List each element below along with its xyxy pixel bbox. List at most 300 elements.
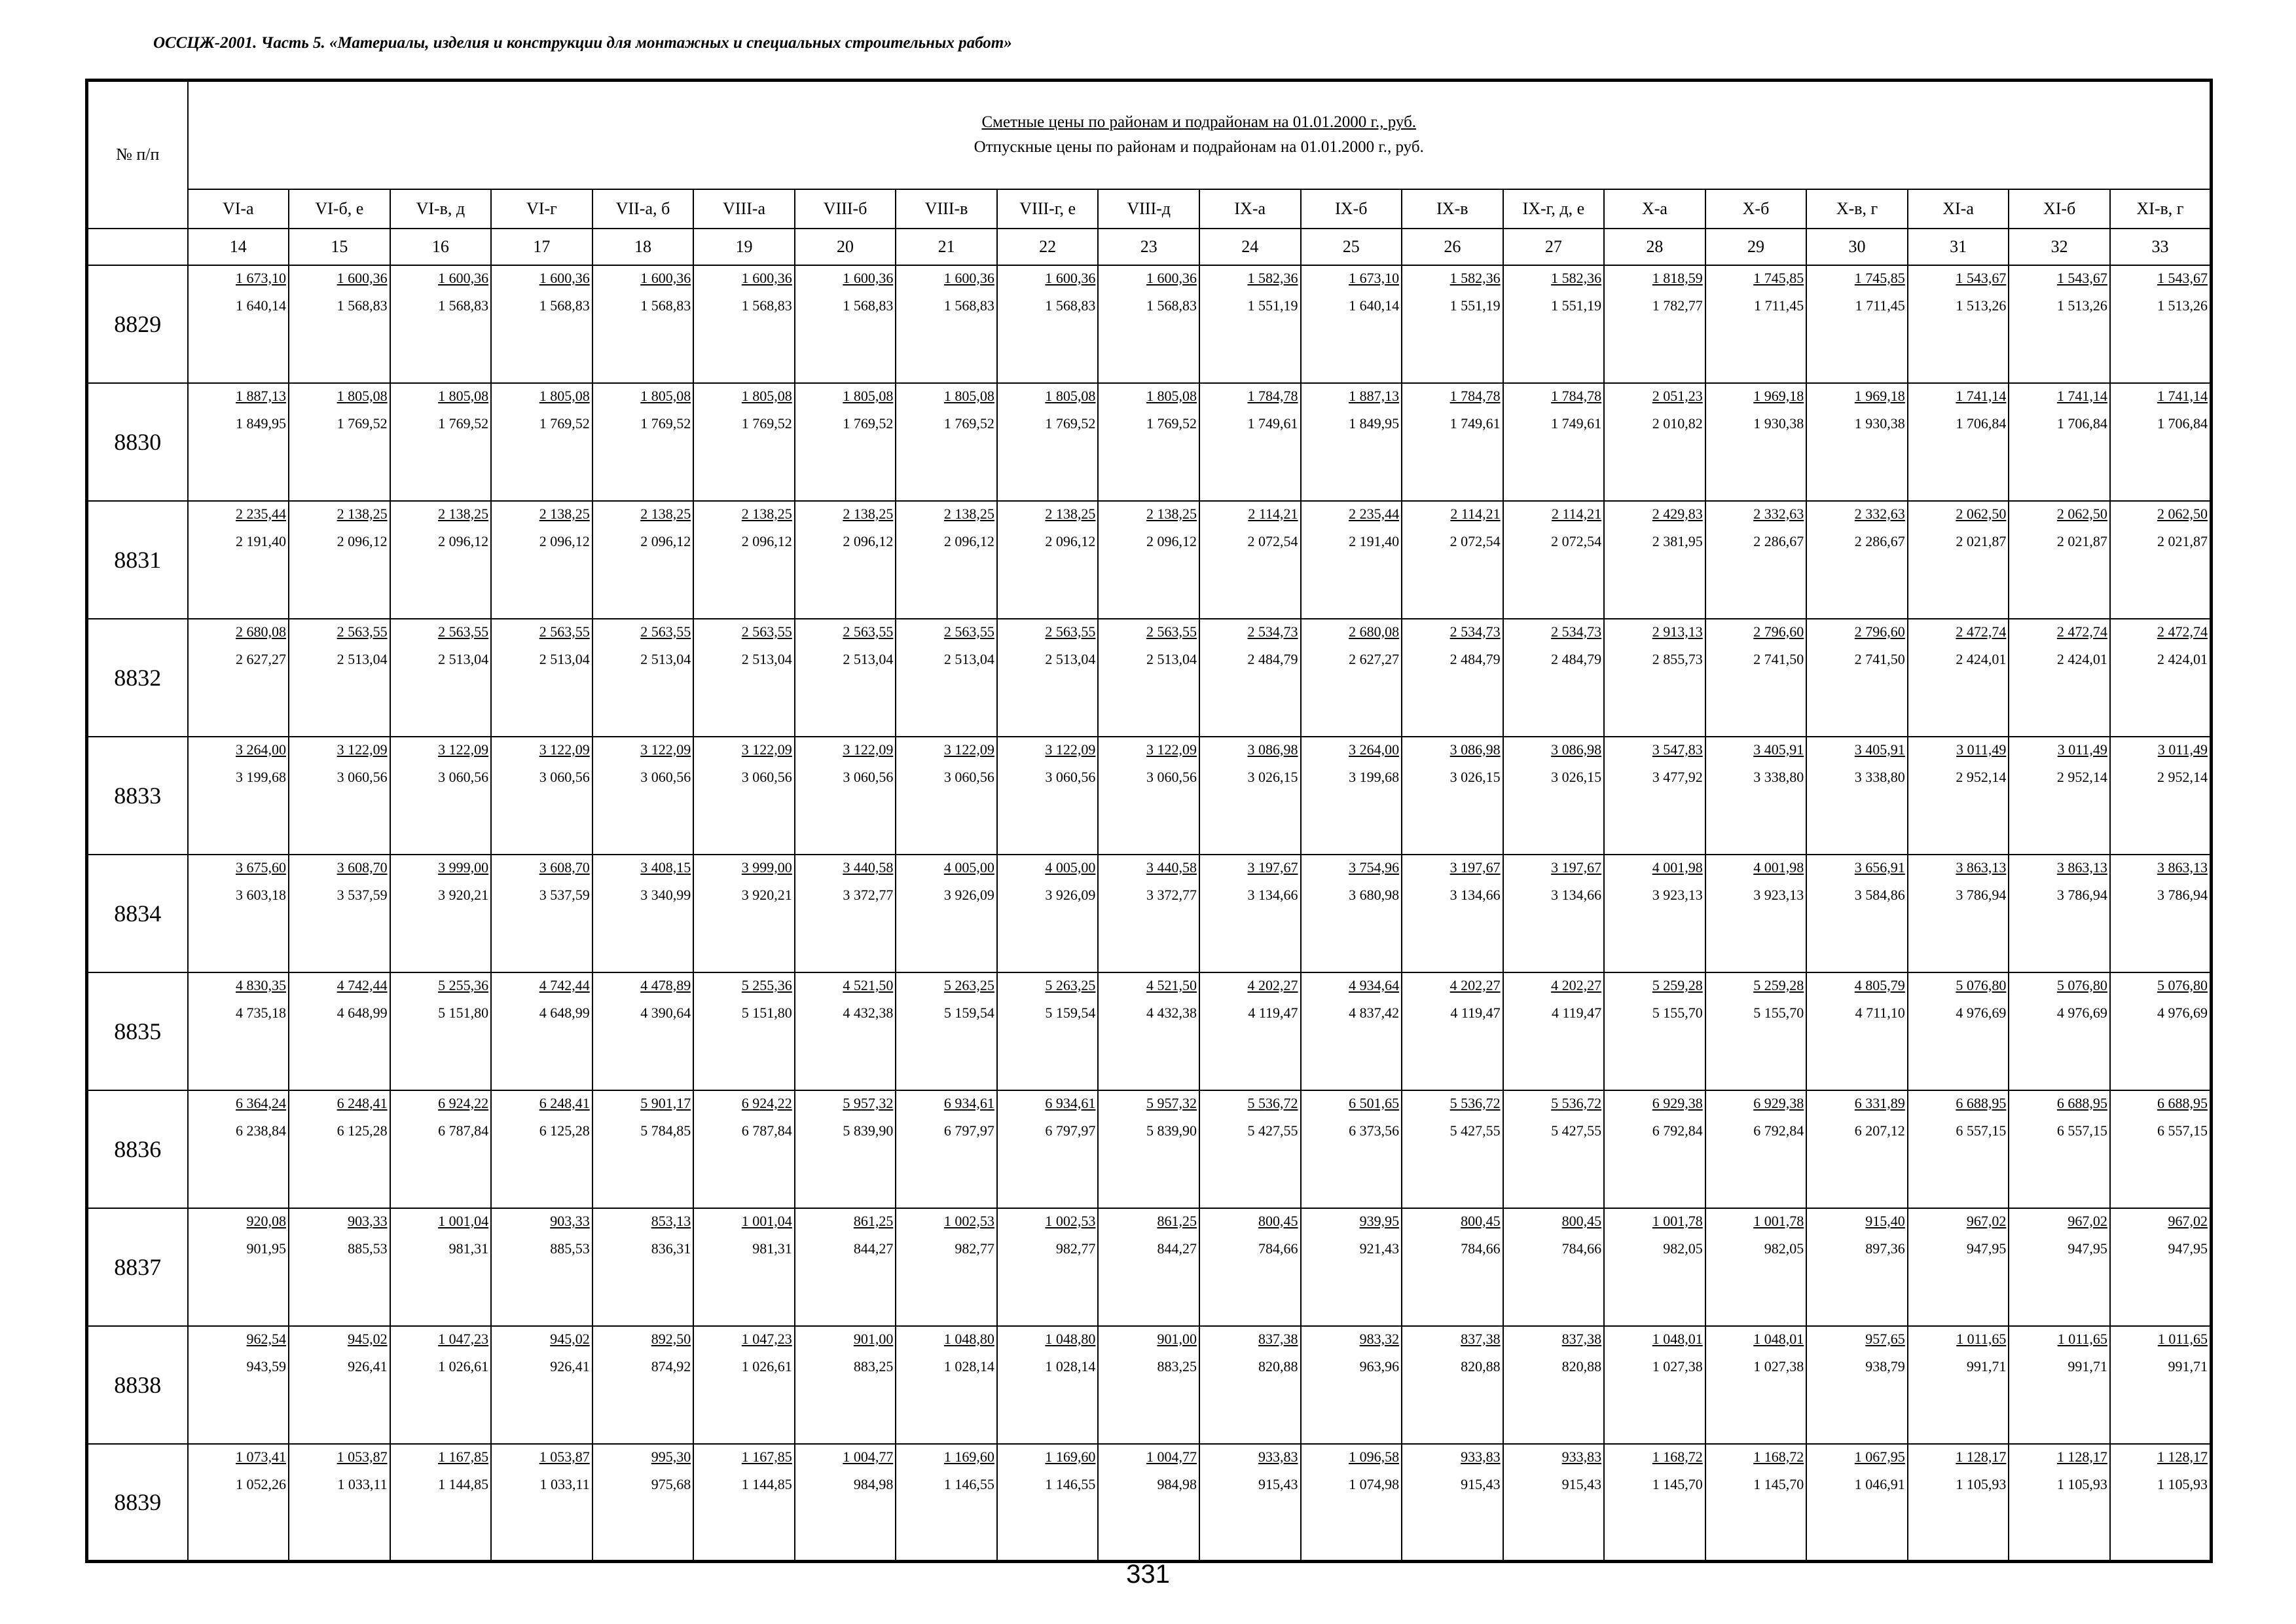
column-number: 14 (188, 229, 289, 265)
estimated-price: 3 122,09 (640, 741, 691, 758)
estimated-price: 1 784,78 (1449, 387, 1501, 404)
price-cell (1908, 737, 2009, 855)
column-number: 28 (1604, 229, 1705, 265)
estimated-price: 1 053,87 (539, 1448, 590, 1465)
price-cell (1402, 737, 1503, 855)
price-cell (2110, 619, 2212, 737)
price-cell (795, 501, 896, 619)
price-cell (1402, 501, 1503, 619)
release-price: 4 119,47 (1248, 1004, 1298, 1021)
release-price: 2 513,04 (741, 650, 792, 667)
release-price: 4 837,42 (1349, 1004, 1400, 1021)
price-cell (1908, 1208, 2009, 1326)
estimated-price: 920,08 (246, 1212, 287, 1229)
price-cell (896, 619, 997, 737)
release-price: 4 711,10 (1855, 1004, 1905, 1021)
price-cell (2110, 1090, 2212, 1208)
price-cell (491, 619, 592, 737)
price-cell (1908, 265, 2009, 383)
release-price: 943,59 (246, 1357, 287, 1375)
release-price: 982,77 (955, 1240, 994, 1257)
price-cell (1402, 265, 1503, 383)
release-price: 4 119,47 (1450, 1004, 1501, 1021)
release-price: 2 191,40 (1349, 532, 1400, 549)
price-cell (592, 619, 694, 737)
release-price: 1 026,61 (438, 1357, 489, 1375)
release-price: 2 513,04 (943, 650, 994, 667)
estimated-price: 2 332,63 (1854, 505, 1905, 522)
release-price: 3 537,59 (337, 886, 388, 903)
release-price: 820,88 (1561, 1357, 1602, 1375)
release-price: 1 782,77 (1652, 297, 1703, 314)
estimated-price: 1 001,78 (1753, 1212, 1804, 1229)
release-price: 3 786,94 (1956, 886, 2007, 903)
estimated-price: 1 004,77 (1146, 1448, 1197, 1465)
release-price: 1 849,95 (1349, 415, 1400, 432)
estimated-price: 933,83 (1461, 1448, 1501, 1465)
price-cell (693, 1090, 795, 1208)
estimated-price: 6 688,95 (2056, 1094, 2107, 1111)
estimated-price: 1 011,65 (2157, 1330, 2208, 1347)
estimated-price: 1 673,10 (1349, 269, 1400, 286)
release-price: 915,43 (1258, 1475, 1298, 1492)
estimated-price: 2 563,55 (1146, 623, 1197, 640)
estimated-price: 4 001,98 (1753, 858, 1804, 876)
release-price: 2 021,87 (2056, 532, 2107, 549)
release-price: 2 072,54 (1449, 532, 1501, 549)
release-price: 5 839,90 (1146, 1122, 1197, 1139)
release-price: 1 849,95 (236, 415, 287, 432)
estimated-price: 3 011,49 (1956, 741, 2007, 758)
release-price: 3 199,68 (236, 768, 287, 785)
release-price: 1 706,84 (2157, 415, 2208, 432)
estimated-price: 5 263,25 (943, 976, 994, 993)
estimated-price: 2 332,63 (1753, 505, 1804, 522)
release-price: 2 424,01 (2056, 650, 2107, 667)
estimated-price: 1 600,36 (1045, 269, 1096, 286)
price-cell (390, 1326, 492, 1444)
column-number: 15 (289, 229, 390, 265)
release-price: 1 769,52 (438, 415, 489, 432)
release-price: 3 338,80 (1753, 768, 1804, 785)
estimated-price: 1 805,08 (640, 387, 691, 404)
estimated-price: 4 478,89 (640, 976, 691, 993)
release-price: 1 769,52 (539, 415, 590, 432)
estimated-price: 3 197,67 (1247, 858, 1298, 876)
estimated-price: 3 122,09 (741, 741, 792, 758)
estimated-price: 2 796,60 (1753, 623, 1804, 640)
estimated-price: 1 582,36 (1247, 269, 1298, 286)
region-header-row (87, 189, 2212, 229)
price-cell (1301, 1326, 1402, 1444)
estimated-price: 939,95 (1359, 1212, 1400, 1229)
price-cell (390, 1444, 492, 1562)
region-header: IX-а (1199, 189, 1301, 229)
price-cell (1503, 501, 1605, 619)
price-cell (997, 619, 1099, 737)
estimated-price: 1 073,41 (236, 1448, 287, 1465)
price-cell (896, 265, 997, 383)
price-cell (1503, 855, 1605, 972)
release-price: 1 568,83 (337, 297, 388, 314)
price-cell (390, 619, 492, 737)
estimated-price: 3 011,49 (2157, 741, 2208, 758)
region-header: XI-в, г (2110, 189, 2212, 229)
estimated-price: 1 805,08 (943, 387, 994, 404)
title-estimated-prices: Сметные цены по районам и подрайонам на 01.01.2000 г., руб. (981, 113, 1417, 132)
release-price: 844,27 (853, 1240, 894, 1257)
np-header: № п/п (87, 81, 188, 229)
release-price: 1 551,19 (1551, 297, 1602, 314)
estimated-price: 1 167,85 (741, 1448, 792, 1465)
release-price: 844,27 (1157, 1240, 1197, 1257)
release-price: 1 105,93 (2157, 1475, 2208, 1492)
estimated-price: 2 138,25 (1045, 505, 1096, 522)
estimated-price: 5 263,25 (1045, 976, 1096, 993)
estimated-price: 3 122,09 (438, 741, 489, 758)
release-price: 2 952,14 (2157, 768, 2208, 785)
release-price: 3 372,77 (1146, 886, 1197, 903)
estimated-price: 6 924,22 (438, 1094, 489, 1111)
column-number: 26 (1402, 229, 1503, 265)
estimated-price: 967,02 (1966, 1212, 2007, 1229)
price-cell (795, 265, 896, 383)
estimated-price: 1 805,08 (1146, 387, 1197, 404)
price-cell (693, 501, 795, 619)
estimated-price: 1 805,08 (843, 387, 894, 404)
column-number: 23 (1098, 229, 1199, 265)
release-price: 1 769,52 (1045, 415, 1096, 432)
estimated-price: 1 128,17 (1956, 1448, 2007, 1465)
price-cell (188, 1208, 289, 1326)
estimated-price: 2 062,50 (2056, 505, 2107, 522)
estimated-price: 6 929,38 (1753, 1094, 1804, 1111)
price-cell (289, 972, 390, 1090)
estimated-price: 1 169,60 (1045, 1448, 1096, 1465)
release-price: 1 711,45 (1855, 297, 1905, 314)
price-cell (491, 1326, 592, 1444)
price-cell (188, 737, 289, 855)
row-code: 8831 (87, 501, 188, 619)
release-price: 1 105,93 (1956, 1475, 2007, 1492)
row-code: 8829 (87, 265, 188, 383)
price-cell (693, 619, 795, 737)
price-cell (1604, 737, 1705, 855)
region-header: X-в, г (1806, 189, 1908, 229)
estimated-price: 1 600,36 (1146, 269, 1197, 286)
estimated-price: 837,38 (1461, 1330, 1501, 1347)
estimated-price: 853,13 (651, 1212, 691, 1229)
estimated-price: 837,38 (1258, 1330, 1298, 1347)
price-cell (592, 1444, 694, 1562)
release-price: 3 920,21 (741, 886, 792, 903)
release-price: 874,92 (651, 1357, 691, 1375)
price-cell (2009, 737, 2110, 855)
row-code: 8830 (87, 383, 188, 501)
price-cell (1604, 1208, 1705, 1326)
estimated-price: 1 048,80 (1045, 1330, 1096, 1347)
estimated-price: 1 001,04 (438, 1212, 489, 1229)
price-cell (491, 501, 592, 619)
estimated-price: 2 138,25 (539, 505, 590, 522)
price-cell (997, 383, 1099, 501)
estimated-price: 2 235,44 (236, 505, 287, 522)
price-cell (1301, 972, 1402, 1090)
estimated-price: 1 047,23 (741, 1330, 792, 1347)
release-price: 883,25 (853, 1357, 894, 1375)
region-header: IX-б (1301, 189, 1402, 229)
release-price: 926,41 (348, 1357, 388, 1375)
estimated-price: 3 122,09 (1146, 741, 1197, 758)
price-cell (188, 265, 289, 383)
price-cell (390, 383, 492, 501)
column-number: 27 (1503, 229, 1605, 265)
release-price: 1 706,84 (2056, 415, 2107, 432)
column-number: 16 (390, 229, 492, 265)
release-price: 1 568,83 (843, 297, 894, 314)
price-cell (2110, 1208, 2212, 1326)
price-cell (1604, 1444, 1705, 1562)
release-price: 784,66 (1561, 1240, 1602, 1257)
estimated-price: 2 563,55 (438, 623, 489, 640)
release-price: 6 557,15 (2056, 1122, 2107, 1139)
estimated-price: 1 745,85 (1753, 269, 1804, 286)
estimated-price: 1 048,01 (1753, 1330, 1804, 1347)
price-cell (592, 972, 694, 1090)
price-cell (1098, 265, 1199, 383)
price-cell (1806, 383, 1908, 501)
price-cell (1806, 1208, 1908, 1326)
release-price: 2 513,04 (337, 650, 388, 667)
release-price: 1 640,14 (236, 297, 287, 314)
estimated-price: 1 001,04 (741, 1212, 792, 1229)
price-cell (1199, 1326, 1301, 1444)
price-cell (592, 265, 694, 383)
column-number: 21 (896, 229, 997, 265)
estimated-price: 2 138,25 (1146, 505, 1197, 522)
release-price: 1 551,19 (1247, 297, 1298, 314)
np-number-cell (87, 229, 188, 265)
row-code: 8839 (87, 1444, 188, 1562)
release-price: 981,31 (752, 1240, 792, 1257)
estimated-price: 2 563,55 (337, 623, 388, 640)
release-price: 915,43 (1561, 1475, 1602, 1492)
table-title (188, 81, 2212, 189)
release-price: 2 627,27 (236, 650, 287, 667)
table-row (87, 737, 2212, 855)
estimated-price: 4 742,44 (539, 976, 590, 993)
price-cell (1604, 855, 1705, 972)
price-cell (1806, 265, 1908, 383)
price-cell (2009, 1090, 2110, 1208)
release-price: 2 741,50 (1753, 650, 1804, 667)
price-cell (2110, 1326, 2212, 1444)
price-cell (188, 1444, 289, 1562)
estimated-price: 800,45 (1561, 1212, 1602, 1229)
price-cell (491, 1444, 592, 1562)
price-cell (188, 501, 289, 619)
price-cell (1705, 855, 1807, 972)
estimated-price: 3 086,98 (1551, 741, 1602, 758)
price-cell (2009, 265, 2110, 383)
estimated-price: 6 331,89 (1854, 1094, 1905, 1111)
release-price: 4 976,69 (2157, 1004, 2208, 1021)
release-price: 1 146,55 (943, 1475, 994, 1492)
estimated-price: 1 543,67 (2056, 269, 2107, 286)
estimated-price: 1 168,72 (1753, 1448, 1804, 1465)
release-price: 5 784,85 (640, 1122, 691, 1139)
estimated-price: 6 364,24 (236, 1094, 287, 1111)
release-price: 5 151,80 (438, 1004, 489, 1021)
release-price: 2 096,12 (337, 532, 388, 549)
estimated-price: 2 138,25 (337, 505, 388, 522)
release-price: 2 072,54 (1551, 532, 1602, 549)
price-cell (1705, 501, 1807, 619)
price-cell (1301, 855, 1402, 972)
release-price: 3 786,94 (2157, 886, 2208, 903)
release-price: 5 159,54 (943, 1004, 994, 1021)
price-cell (390, 265, 492, 383)
estimated-price: 915,40 (1865, 1212, 1905, 1229)
estimated-price: 1 969,18 (1753, 387, 1804, 404)
column-number: 32 (2009, 229, 2110, 265)
estimated-price: 3 264,00 (236, 741, 287, 758)
price-cell (693, 855, 795, 972)
region-header: VII-а, б (592, 189, 694, 229)
row-code: 8834 (87, 855, 188, 972)
estimated-price: 4 830,35 (236, 976, 287, 993)
estimated-price: 1 805,08 (337, 387, 388, 404)
price-cell (997, 737, 1099, 855)
release-price: 1 769,52 (843, 415, 894, 432)
estimated-price: 2 051,23 (1652, 387, 1703, 404)
table-row (87, 1090, 2212, 1208)
release-price: 1 028,14 (943, 1357, 994, 1375)
price-cell (1503, 972, 1605, 1090)
price-cell (896, 1208, 997, 1326)
release-price: 1 027,38 (1652, 1357, 1703, 1375)
release-price: 982,05 (1764, 1240, 1804, 1257)
estimated-price: 5 957,32 (843, 1094, 894, 1111)
row-code: 8837 (87, 1208, 188, 1326)
column-number: 24 (1199, 229, 1301, 265)
price-cell (1503, 1326, 1605, 1444)
release-price: 2 191,40 (236, 532, 287, 549)
release-price: 1 568,83 (741, 297, 792, 314)
estimated-price: 837,38 (1561, 1330, 1602, 1347)
estimated-price: 1 887,13 (236, 387, 287, 404)
release-price: 1 105,93 (2056, 1475, 2107, 1492)
estimated-price: 2 563,55 (943, 623, 994, 640)
estimated-price: 4 742,44 (337, 976, 388, 993)
column-number: 19 (693, 229, 795, 265)
column-number: 25 (1301, 229, 1402, 265)
release-price: 938,79 (1865, 1357, 1905, 1375)
release-price: 2 513,04 (438, 650, 489, 667)
release-price: 3 338,80 (1854, 768, 1905, 785)
estimated-price: 1 582,36 (1551, 269, 1602, 286)
release-price: 3 134,66 (1551, 886, 1602, 903)
estimated-price: 6 501,65 (1349, 1094, 1400, 1111)
price-cell (592, 737, 694, 855)
price-cell (997, 972, 1099, 1090)
price-cell (2009, 1444, 2110, 1562)
estimated-price: 861,25 (853, 1212, 894, 1229)
estimated-price: 2 680,08 (1349, 623, 1400, 640)
release-price: 5 159,54 (1045, 1004, 1096, 1021)
price-cell (390, 1208, 492, 1326)
estimated-price: 1 582,36 (1449, 269, 1501, 286)
table-row (87, 972, 2212, 1090)
release-price: 2 286,67 (1753, 532, 1804, 549)
price-cell (188, 619, 289, 737)
release-price: 2 096,12 (943, 532, 994, 549)
estimated-price: 4 005,00 (1045, 858, 1096, 876)
price-cell (1301, 1208, 1402, 1326)
price-cell (1098, 1444, 1199, 1562)
price-cell (1705, 383, 1807, 501)
release-price: 3 060,56 (539, 768, 590, 785)
table-row (87, 1444, 2212, 1562)
column-number-row (87, 229, 2212, 265)
release-price: 784,66 (1258, 1240, 1298, 1257)
estimated-price: 1 805,08 (741, 387, 792, 404)
price-cell (491, 265, 592, 383)
estimated-price: 4 202,27 (1551, 976, 1602, 993)
release-price: 1 033,11 (337, 1475, 388, 1492)
region-header: XI-а (1908, 189, 2009, 229)
release-price: 991,71 (2168, 1357, 2208, 1375)
estimated-price: 3 440,58 (1146, 858, 1197, 876)
table-row (87, 501, 2212, 619)
price-cell (1908, 1444, 2009, 1562)
release-price: 1 749,61 (1247, 415, 1298, 432)
price-cell (491, 972, 592, 1090)
estimated-price: 1 818,59 (1652, 269, 1703, 286)
estimated-price: 3 086,98 (1247, 741, 1298, 758)
release-price: 3 060,56 (438, 768, 489, 785)
price-cell (795, 855, 896, 972)
price-cell (1908, 972, 2009, 1090)
estimated-price: 2 138,25 (438, 505, 489, 522)
release-price: 3 060,56 (843, 768, 894, 785)
price-cell (592, 855, 694, 972)
price-cell (1503, 1090, 1605, 1208)
price-cell (1098, 1090, 1199, 1208)
estimated-price: 1 600,36 (943, 269, 994, 286)
price-cell (2110, 265, 2212, 383)
price-cell (1705, 619, 1807, 737)
release-price: 2 424,01 (1956, 650, 2007, 667)
row-code: 8832 (87, 619, 188, 737)
estimated-price: 5 259,28 (1753, 976, 1804, 993)
price-cell (2009, 619, 2110, 737)
release-price: 836,31 (651, 1240, 691, 1257)
estimated-price: 1 128,17 (2157, 1448, 2208, 1465)
release-price: 2 286,67 (1854, 532, 1905, 549)
release-price: 1 144,85 (741, 1475, 792, 1492)
price-cell (2009, 1208, 2110, 1326)
release-price: 991,71 (1966, 1357, 2007, 1375)
estimated-price: 1 741,14 (2056, 387, 2107, 404)
price-cell (592, 1326, 694, 1444)
price-cell (1503, 737, 1605, 855)
release-price: 2 072,54 (1247, 532, 1298, 549)
price-cell (1604, 265, 1705, 383)
estimated-price: 2 138,25 (640, 505, 691, 522)
table-row (87, 855, 2212, 972)
price-cell (1503, 265, 1605, 383)
